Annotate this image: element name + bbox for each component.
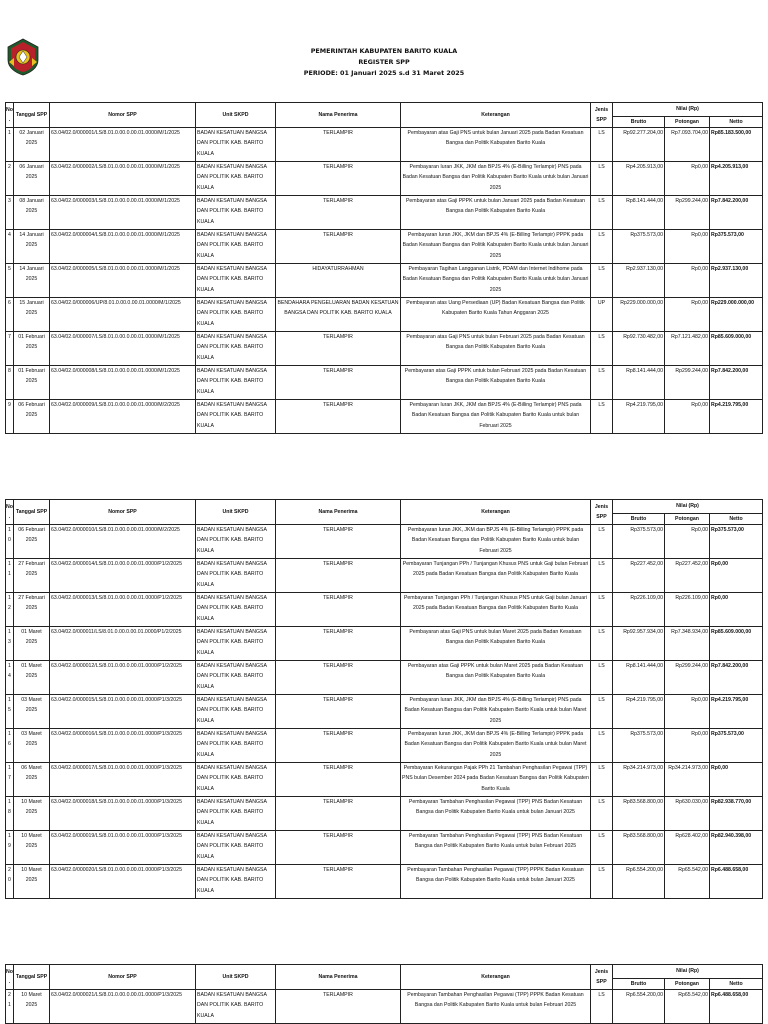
cell-netto: Rp0,00	[710, 559, 763, 593]
cell-nomor-spp: 63.04/02.0/000019/LS/8.01.0.00.0.00.01.0000/P1/3/2025	[50, 831, 196, 865]
cell-no: 2	[6, 162, 14, 196]
col-header-bruto: Brutto	[613, 117, 665, 128]
cell-no: 15	[6, 695, 14, 729]
cell-potongan: Rp0,00	[665, 162, 710, 196]
col-header-tanggal: Tanggal SPP	[14, 103, 50, 128]
cell-keterangan: Pembayaran Iuran JKK, JKM dan BPJS 4% (E-Billing Terlampir) PNS pada Badan Kesatuan Bangsa dan Politik Kabupaten Barito Kuala untuk bulan Maret 2025	[401, 695, 591, 729]
cell-jenis-spp: LS	[591, 695, 613, 729]
cell-nama-penerima: TERLAMPIR	[276, 627, 401, 661]
cell-unit-skpd: BADAN KESATUAN BANGSA DAN POLITIK KAB. BARITO KUALA	[196, 366, 276, 400]
cell-nama-penerima: TERLAMPIR	[276, 661, 401, 695]
cell-jenis-spp: UP	[591, 298, 613, 332]
cell-netto: Rp85.609.000,00	[710, 627, 763, 661]
cell-netto: Rp85.183.500,00	[710, 128, 763, 162]
cell-bruto: Rp4.205.913,00	[613, 162, 665, 196]
cell-tanggal: 10 Maret 2025	[14, 865, 50, 899]
cell-no: 1	[6, 128, 14, 162]
cell-keterangan: Pembayaran atas Gaji PPPK untuk bulan Januari 2025 pada Badan Kesatuan Bangsa dan Politik Kabupaten Barito Kuala	[401, 196, 591, 230]
cell-keterangan: Pembayaran Tambahan Penghasilan Pegawai (TPP) PPPK Badan Kesatuan Bangsa dan Politik Kabupaten Barito Kuala untuk bulan Februari 2025	[401, 990, 591, 1024]
cell-unit-skpd: BADAN KESATUAN BANGSA DAN POLITIK KAB. BARITO KUALA	[196, 525, 276, 559]
cell-nama-penerima: TERLAMPIR	[276, 366, 401, 400]
cell-netto: Rp7.842.200,00	[710, 366, 763, 400]
col-header-nilai: Nilai (Rp)	[613, 103, 763, 117]
cell-tanggal: 03 Maret 2025	[14, 695, 50, 729]
cell-nomor-spp: 63.04/02.0/000003/LS/8.01.0.00.0.00.01.0000/M/1/2025	[50, 196, 196, 230]
cell-nama-penerima: TERLAMPIR	[276, 695, 401, 729]
col-header-bruto: Brutto	[613, 514, 665, 525]
cell-no: 13	[6, 627, 14, 661]
cell-no: 20	[6, 865, 14, 899]
cell-keterangan: Pembayaran Tunjangan PPh / Tunjangan Khusus PNS untuk Gaji bulan Januari 2025 pada Badan Kesatuan Bangsa dan Politik Kabupaten Barito Kuala	[401, 593, 591, 627]
cell-tanggal: 06 Januari 2025	[14, 162, 50, 196]
cell-keterangan: Pembayaran atas Gaji PPPK untuk bulan Februari 2025 pada Badan Kesatuan Bangsa dan Politik Kabupaten Barito Kuala	[401, 366, 591, 400]
cell-jenis-spp: LS	[591, 831, 613, 865]
cell-tanggal: 10 Maret 2025	[14, 831, 50, 865]
cell-bruto: Rp34.214.973,00	[613, 763, 665, 797]
cell-potongan: Rp7.348.934,00	[665, 627, 710, 661]
cell-bruto: Rp92.277.204,00	[613, 128, 665, 162]
cell-nama-penerima: TERLAMPIR	[276, 729, 401, 763]
government-title: PEMERINTAH KABUPATEN BARITO KUALA	[310, 47, 458, 55]
cell-tanggal: 14 Januari 2025	[14, 230, 50, 264]
cell-nama-penerima: TERLAMPIR	[276, 797, 401, 831]
cell-no: 17	[6, 763, 14, 797]
table-row	[6, 196, 763, 230]
cell-no: 11	[6, 559, 14, 593]
cell-nomor-spp: 63.04/02.0/000018/LS/8.01.0.00.0.00.01.0000/P1/3/2025	[50, 797, 196, 831]
cell-netto: Rp375.573,00	[710, 230, 763, 264]
cell-bruto: Rp4.219.795,00	[613, 695, 665, 729]
cell-tanggal: 01 Maret 2025	[14, 627, 50, 661]
period-title: PERIODE: 01 Januari 2025 s.d 31 Maret 2025	[303, 69, 465, 77]
cell-nama-penerima: TERLAMPIR	[276, 196, 401, 230]
cell-tanggal: 27 Februari 2025	[14, 559, 50, 593]
cell-jenis-spp: LS	[591, 162, 613, 196]
cell-potongan: Rp299.244,00	[665, 196, 710, 230]
cell-tanggal: 06 Februari 2025	[14, 400, 50, 434]
table-row	[6, 831, 763, 865]
cell-jenis-spp: LS	[591, 729, 613, 763]
cell-nomor-spp: 63.04/02.0/000007/LS/8.01.0.00.0.00.01.0000/M/1/2025	[50, 332, 196, 366]
cell-tanggal: 03 Maret 2025	[14, 729, 50, 763]
cell-no: 8	[6, 366, 14, 400]
document-header	[0, 46, 768, 79]
cell-nomor-spp: 63.04/02.0/000020/LS/8.01.0.00.0.00.01.0000/P1/3/2025	[50, 865, 196, 899]
col-header-tanggal: Tanggal SPP	[14, 965, 50, 990]
cell-unit-skpd: BADAN KESATUAN BANGSA DAN POLITIK KAB. BARITO KUALA	[196, 400, 276, 434]
col-header-potongan: Potongan	[665, 117, 710, 128]
col-header-potongan: Potongan	[665, 514, 710, 525]
cell-nama-penerima: TERLAMPIR	[276, 128, 401, 162]
cell-potongan: Rp65.542,00	[665, 990, 710, 1024]
register-table	[5, 964, 763, 1024]
cell-tanggal: 27 Februari 2025	[14, 593, 50, 627]
cell-nama-penerima: TERLAMPIR	[276, 990, 401, 1024]
cell-no: 10	[6, 525, 14, 559]
register-table	[5, 102, 763, 434]
cell-unit-skpd: BADAN KESATUAN BANGSA DAN POLITIK KAB. BARITO KUALA	[196, 990, 276, 1024]
cell-jenis-spp: LS	[591, 400, 613, 434]
cell-bruto: Rp8.141.444,00	[613, 661, 665, 695]
cell-no: 18	[6, 797, 14, 831]
cell-jenis-spp: LS	[591, 865, 613, 899]
cell-bruto: Rp227.452,00	[613, 559, 665, 593]
cell-unit-skpd: BADAN KESATUAN BANGSA DAN POLITIK KAB. BARITO KUALA	[196, 661, 276, 695]
col-header-jenis: Jenis SPP	[591, 103, 613, 128]
cell-nomor-spp: 63.04/02.0/000021/LS/8.01.0.00.0.00.01.0000/P1/3/2025	[50, 990, 196, 1024]
cell-bruto: Rp6.554.200,00	[613, 865, 665, 899]
cell-netto: Rp0,00	[710, 763, 763, 797]
cell-keterangan: Pembayaran Tambahan Penghasilan Pegawai (TPP) PPPK Badan Kesatuan Bangsa dan Politik Kabupaten Barito Kuala untuk bulan Januari 2025	[401, 865, 591, 899]
col-header-nilai: Nilai (Rp)	[613, 500, 763, 514]
table-row	[6, 559, 763, 593]
cell-nama-penerima: TERLAMPIR	[276, 332, 401, 366]
cell-nomor-spp: 63.04/02.0/000013/LS/8.01.0.00.0.00.01.0000/P1/2/2025	[50, 593, 196, 627]
cell-keterangan: Pembayaran Tagihan Langganan Listrik, PDAM dan Internet Indihome pada Badan Kesatuan Bangsa dan Politik Kabupaten Barito Kuala untuk bulan Januari 2025	[401, 264, 591, 298]
col-header-netto: Netto	[710, 514, 763, 525]
cell-no: 16	[6, 729, 14, 763]
cell-nama-penerima: BENDAHARA PENGELUARAN BADAN KESATUAN BANGSA DAN POLITIK KAB. BARITO KUALA	[276, 298, 401, 332]
cell-bruto: Rp375.573,00	[613, 230, 665, 264]
cell-keterangan: Pembayaran atas Gaji PPPK untuk bulan Maret 2025 pada Badan Kesatuan Bangsa dan Politik Kabupaten Barito Kuala	[401, 661, 591, 695]
cell-jenis-spp: LS	[591, 264, 613, 298]
cell-bruto: Rp2.937.130,00	[613, 264, 665, 298]
cell-unit-skpd: BADAN KESATUAN BANGSA DAN POLITIK KAB. BARITO KUALA	[196, 230, 276, 264]
cell-netto: Rp375.573,00	[710, 525, 763, 559]
col-header-nomor: Nomor SPP	[50, 500, 196, 525]
cell-netto: Rp82.938.770,00	[710, 797, 763, 831]
cell-netto: Rp4.219.795,00	[710, 400, 763, 434]
cell-netto: Rp0,00	[710, 593, 763, 627]
register-table	[5, 499, 763, 899]
cell-no: 9	[6, 400, 14, 434]
cell-bruto: Rp83.568.800,00	[613, 831, 665, 865]
table-row	[6, 763, 763, 797]
table-row	[6, 230, 763, 264]
cell-nomor-spp: 63.04/02.0/000017/LS/8.01.0.00.0.00.01.0000/P1/3/2025	[50, 763, 196, 797]
cell-no: 5	[6, 264, 14, 298]
cell-potongan: Rp34.214.973,00	[665, 763, 710, 797]
col-header-tanggal: Tanggal SPP	[14, 500, 50, 525]
cell-tanggal: 01 Februari 2025	[14, 366, 50, 400]
cell-tanggal: 01 Maret 2025	[14, 661, 50, 695]
cell-jenis-spp: LS	[591, 990, 613, 1024]
cell-nomor-spp: 63.04/02.0/000005/LS/8.01.0.00.0.00.01.0000/M/1/2025	[50, 264, 196, 298]
col-header-penerima: Nama Penerima	[276, 103, 401, 128]
cell-potongan: Rp0,00	[665, 525, 710, 559]
cell-tanggal: 08 Januari 2025	[14, 196, 50, 230]
cell-unit-skpd: BADAN KESATUAN BANGSA DAN POLITIK KAB. BARITO KUALA	[196, 298, 276, 332]
cell-unit-skpd: BADAN KESATUAN BANGSA DAN POLITIK KAB. BARITO KUALA	[196, 162, 276, 196]
cell-unit-skpd: BADAN KESATUAN BANGSA DAN POLITIK KAB. BARITO KUALA	[196, 797, 276, 831]
cell-nama-penerima: TERLAMPIR	[276, 865, 401, 899]
cell-unit-skpd: BADAN KESATUAN BANGSA DAN POLITIK KAB. BARITO KUALA	[196, 264, 276, 298]
cell-nomor-spp: 63.04/02.0/000009/LS/8.01.0.00.0.00.01.0000/M/2/2025	[50, 400, 196, 434]
table-row	[6, 162, 763, 196]
table-row	[6, 400, 763, 434]
cell-tanggal: 02 Januari 2025	[14, 128, 50, 162]
cell-jenis-spp: LS	[591, 627, 613, 661]
cell-keterangan: Pembayaran Kekurangan Pajak PPh 21 Tambahan Penghasilan Pegawai (TPP) PNS bulan Desember 2024 pada Badan Kesatuan Bangsa dan Politik Kabupaten Barito Kuala	[401, 763, 591, 797]
cell-no: 14	[6, 661, 14, 695]
cell-unit-skpd: BADAN KESATUAN BANGSA DAN POLITIK KAB. BARITO KUALA	[196, 593, 276, 627]
cell-potongan: Rp227.452,00	[665, 559, 710, 593]
cell-nomor-spp: 63.04/02.0/000004/LS/8.01.0.00.0.00.01.0000/M/1/2025	[50, 230, 196, 264]
cell-nomor-spp: 63.04/02.0/000012/LS/8.01.0.00.0.00.01.0000/P1/2/2025	[50, 661, 196, 695]
col-header-netto: Netto	[710, 117, 763, 128]
cell-potongan: Rp299.244,00	[665, 661, 710, 695]
cell-nomor-spp: 63.04/02.0/000011/LS/8.01.0.00.0.00.01.0000/P1/2/2025	[50, 627, 196, 661]
cell-potongan: Rp0,00	[665, 298, 710, 332]
cell-jenis-spp: LS	[591, 332, 613, 366]
cell-keterangan: Pembayaran Tambahan Penghasilan Pegawai (TPP) PNS Badan Kesatuan Bangsa dan Politik Kabupaten Barito Kuala untuk bulan Februari 2025	[401, 831, 591, 865]
cell-potongan: Rp0,00	[665, 264, 710, 298]
col-header-penerima: Nama Penerima	[276, 965, 401, 990]
col-header-penerima: Nama Penerima	[276, 500, 401, 525]
register-title: REGISTER SPP	[358, 58, 410, 66]
cell-tanggal: 06 Februari 2025	[14, 525, 50, 559]
col-header-netto: Netto	[710, 979, 763, 990]
cell-nomor-spp: 63.04/02.0/000016/LS/8.01.0.00.0.00.01.0000/P1/3/2025	[50, 729, 196, 763]
col-header-keterangan: Keterangan	[401, 500, 591, 525]
col-header-potongan: Potongan	[665, 979, 710, 990]
col-header-unit: Unit SKPD	[196, 965, 276, 990]
cell-jenis-spp: LS	[591, 763, 613, 797]
col-header-no: No.	[6, 965, 14, 990]
cell-bruto: Rp4.219.795,00	[613, 400, 665, 434]
cell-jenis-spp: LS	[591, 559, 613, 593]
col-header-no: No.	[6, 500, 14, 525]
cell-no: 3	[6, 196, 14, 230]
cell-nomor-spp: 63.04/02.0/000014/LS/8.01.0.00.0.00.01.0000/P1/2/2025	[50, 559, 196, 593]
cell-jenis-spp: LS	[591, 525, 613, 559]
cell-netto: Rp375.573,00	[710, 729, 763, 763]
table-row	[6, 627, 763, 661]
cell-unit-skpd: BADAN KESATUAN BANGSA DAN POLITIK KAB. BARITO KUALA	[196, 865, 276, 899]
cell-potongan: Rp0,00	[665, 729, 710, 763]
cell-keterangan: Pembayaran Iuran JKK, JKM dan BPJS 4% (E-Billing Terlampir) PNS pada Badan Kesatuan Bangsa dan Politik Kabupaten Barito Kuala untuk bulan Januari 2025	[401, 162, 591, 196]
cell-potongan: Rp628.402,00	[665, 831, 710, 865]
cell-nama-penerima: TERLAMPIR	[276, 763, 401, 797]
cell-netto: Rp6.488.658,00	[710, 990, 763, 1024]
table-row	[6, 366, 763, 400]
cell-jenis-spp: LS	[591, 230, 613, 264]
cell-bruto: Rp8.141.444,00	[613, 196, 665, 230]
cell-jenis-spp: LS	[591, 797, 613, 831]
col-header-unit: Unit SKPD	[196, 103, 276, 128]
cell-nama-penerima: TERLAMPIR	[276, 400, 401, 434]
cell-nomor-spp: 63.04/02.0/000002/LS/8.01.0.00.0.00.01.0000/M/1/2025	[50, 162, 196, 196]
cell-unit-skpd: BADAN KESATUAN BANGSA DAN POLITIK KAB. BARITO KUALA	[196, 627, 276, 661]
cell-tanggal: 14 Januari 2025	[14, 264, 50, 298]
cell-bruto: Rp83.568.800,00	[613, 797, 665, 831]
cell-tanggal: 06 Maret 2025	[14, 763, 50, 797]
cell-bruto: Rp6.554.200,00	[613, 990, 665, 1024]
col-header-keterangan: Keterangan	[401, 103, 591, 128]
cell-potongan: Rp0,00	[665, 400, 710, 434]
cell-bruto: Rp8.141.444,00	[613, 366, 665, 400]
cell-netto: Rp4.205.913,00	[710, 162, 763, 196]
cell-unit-skpd: BADAN KESATUAN BANGSA DAN POLITIK KAB. BARITO KUALA	[196, 196, 276, 230]
cell-nama-penerima: TERLAMPIR	[276, 593, 401, 627]
table-row	[6, 525, 763, 559]
cell-tanggal: 10 Maret 2025	[14, 990, 50, 1024]
cell-unit-skpd: BADAN KESATUAN BANGSA DAN POLITIK KAB. BARITO KUALA	[196, 128, 276, 162]
cell-nama-penerima: HIDAYATURRAHMAN	[276, 264, 401, 298]
cell-unit-skpd: BADAN KESATUAN BANGSA DAN POLITIK KAB. BARITO KUALA	[196, 831, 276, 865]
cell-jenis-spp: LS	[591, 196, 613, 230]
cell-keterangan: Pembayaran Iuran JKK, JKM dan BPJS 4% (E-Billing Terlampir) PNS pada Badan Kesatuan Bangsa dan Politik Kabupaten Barito Kuala untuk bulan Februari 2025	[401, 400, 591, 434]
cell-potongan: Rp226.109,00	[665, 593, 710, 627]
cell-keterangan: Pembayaran Iuran JKK, JKM dan BPJS 4% (E-Billing Terlampir) PPPK pada Badan Kesatuan Bangsa dan Politik Kabupaten Barito Kuala untuk bulan Februari 2025	[401, 525, 591, 559]
table-row	[6, 990, 763, 1024]
col-header-unit: Unit SKPD	[196, 500, 276, 525]
cell-potongan: Rp7.121.482,00	[665, 332, 710, 366]
cell-bruto: Rp375.573,00	[613, 525, 665, 559]
cell-potongan: Rp0,00	[665, 695, 710, 729]
cell-netto: Rp82.940.398,00	[710, 831, 763, 865]
col-header-bruto: Brutto	[613, 979, 665, 990]
table-row	[6, 128, 763, 162]
cell-keterangan: Pembayaran Iuran JKK, JKM dan BPJS 4% (E-Billing Terlampir) PPPK pada Badan Kesatuan Bangsa dan Politik Kabupaten Barito Kuala untuk bulan Maret 2025	[401, 729, 591, 763]
cell-keterangan: Pembayaran atas Uang Persediaan (UP) Badan Kesatuan Bangsa dan Politik Kabupaten Barito Kuala Tahun Anggaran 2025	[401, 298, 591, 332]
cell-keterangan: Pembayaran atas Gaji PNS untuk bulan Maret 2025 pada Badan Kesatuan Bangsa dan Politik Kabupaten Barito Kuala	[401, 627, 591, 661]
cell-netto: Rp85.609.000,00	[710, 332, 763, 366]
cell-netto: Rp6.488.658,00	[710, 865, 763, 899]
cell-netto: Rp2.937.130,00	[710, 264, 763, 298]
cell-keterangan: Pembayaran Tambahan Penghasilan Pegawai (TPP) PNS Badan Kesatuan Bangsa dan Politik Kabupaten Barito Kuala untuk bulan Januari 2025	[401, 797, 591, 831]
cell-jenis-spp: LS	[591, 593, 613, 627]
table-row	[6, 661, 763, 695]
col-header-jenis: Jenis SPP	[591, 965, 613, 990]
cell-bruto: Rp375.573,00	[613, 729, 665, 763]
col-header-jenis: Jenis SPP	[591, 500, 613, 525]
cell-unit-skpd: BADAN KESATUAN BANGSA DAN POLITIK KAB. BARITO KUALA	[196, 729, 276, 763]
cell-nomor-spp: 63.04/02.0/000010/LS/8.01.0.00.0.00.01.0000/M/2/2025	[50, 525, 196, 559]
cell-jenis-spp: LS	[591, 128, 613, 162]
cell-no: 6	[6, 298, 14, 332]
cell-no: 4	[6, 230, 14, 264]
cell-tanggal: 15 Januari 2025	[14, 298, 50, 332]
cell-nama-penerima: TERLAMPIR	[276, 230, 401, 264]
cell-keterangan: Pembayaran Iuran JKK, JKM dan BPJS 4% (E-Billing Terlampir) PPPK pada Badan Kesatuan Bangsa dan Politik Kabupaten Barito Kuala untuk bulan Januari 2025	[401, 230, 591, 264]
cell-keterangan: Pembayaran atas Gaji PNS untuk bulan Februari 2025 pada Badan Kesatuan Bangsa dan Politik Kabupaten Barito Kuala	[401, 332, 591, 366]
col-header-no: No.	[6, 103, 14, 128]
cell-keterangan: Pembayaran Tunjangan PPh / Tunjangan Khusus PNS untuk Gaji bulan Februari 2025 pada Badan Kesatuan Bangsa dan Politik Kabupaten Barito Kuala	[401, 559, 591, 593]
cell-netto: Rp7.842.200,00	[710, 196, 763, 230]
cell-jenis-spp: LS	[591, 661, 613, 695]
cell-nama-penerima: TERLAMPIR	[276, 831, 401, 865]
table-row	[6, 332, 763, 366]
cell-potongan: Rp65.542,00	[665, 865, 710, 899]
cell-nama-penerima: TERLAMPIR	[276, 162, 401, 196]
cell-nomor-spp: 63.04/02.0/000015/LS/8.01.0.00.0.00.01.0000/P1/3/2025	[50, 695, 196, 729]
cell-nomor-spp: 63.04/02.0/000006/UP/8.01.0.00.0.00.01.0000/M/1/2025	[50, 298, 196, 332]
cell-tanggal: 01 Februari 2025	[14, 332, 50, 366]
cell-bruto: Rp92.957.934,00	[613, 627, 665, 661]
cell-nomor-spp: 63.04/02.0/000001/LS/8.01.0.00.0.00.01.0000/M/1/2025	[50, 128, 196, 162]
cell-netto: Rp7.842.200,00	[710, 661, 763, 695]
col-header-nomor: Nomor SPP	[50, 965, 196, 990]
table-row	[6, 593, 763, 627]
cell-bruto: Rp229.000.000,00	[613, 298, 665, 332]
cell-jenis-spp: LS	[591, 366, 613, 400]
table-row	[6, 797, 763, 831]
table-row	[6, 865, 763, 899]
cell-nama-penerima: TERLAMPIR	[276, 525, 401, 559]
table-row	[6, 695, 763, 729]
cell-potongan: Rp299.244,00	[665, 366, 710, 400]
table-row	[6, 298, 763, 332]
cell-netto: Rp229.000.000,00	[710, 298, 763, 332]
table-row	[6, 264, 763, 298]
cell-unit-skpd: BADAN KESATUAN BANGSA DAN POLITIK KAB. BARITO KUALA	[196, 559, 276, 593]
cell-bruto: Rp92.730.482,00	[613, 332, 665, 366]
cell-nomor-spp: 63.04/02.0/000008/LS/8.01.0.00.0.00.01.0000/M/1/2025	[50, 366, 196, 400]
col-header-keterangan: Keterangan	[401, 965, 591, 990]
cell-no: 19	[6, 831, 14, 865]
cell-keterangan: Pembayaran atas Gaji PNS untuk bulan Januari 2025 pada Badan Kesatuan Bangsa dan Politik Kabupaten Barito Kuala	[401, 128, 591, 162]
cell-bruto: Rp226.109,00	[613, 593, 665, 627]
cell-netto: Rp4.219.795,00	[710, 695, 763, 729]
table-row	[6, 729, 763, 763]
cell-potongan: Rp630.030,00	[665, 797, 710, 831]
col-header-nilai: Nilai (Rp)	[613, 965, 763, 979]
cell-unit-skpd: BADAN KESATUAN BANGSA DAN POLITIK KAB. BARITO KUALA	[196, 332, 276, 366]
cell-unit-skpd: BADAN KESATUAN BANGSA DAN POLITIK KAB. BARITO KUALA	[196, 695, 276, 729]
cell-no: 12	[6, 593, 14, 627]
cell-nama-penerima: TERLAMPIR	[276, 559, 401, 593]
cell-potongan: Rp0,00	[665, 230, 710, 264]
col-header-nomor: Nomor SPP	[50, 103, 196, 128]
cell-unit-skpd: BADAN KESATUAN BANGSA DAN POLITIK KAB. BARITO KUALA	[196, 763, 276, 797]
cell-no: 7	[6, 332, 14, 366]
cell-tanggal: 10 Maret 2025	[14, 797, 50, 831]
cell-no: 21	[6, 990, 14, 1024]
cell-potongan: Rp7.093.704,00	[665, 128, 710, 162]
